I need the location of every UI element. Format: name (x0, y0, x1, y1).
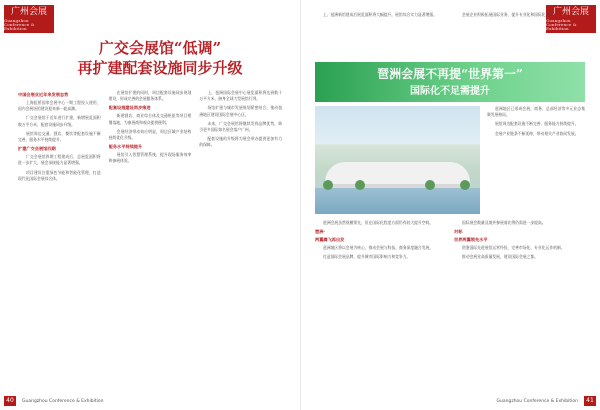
logo-title: 广州会展 (552, 6, 589, 17)
paragraph: 推动会展业高质量发展，建设国际会展之都。 (462, 254, 538, 260)
paragraph: 会展企业积极拓展国际业务，提升专业化和国际化水平。 (462, 12, 557, 17)
subheading: 中国会展业近年来发展态势 (18, 92, 69, 97)
column-1 (315, 220, 446, 385)
paragraph: 会展产业链条不断延伸，带动相关产业协同发展。 (495, 130, 579, 136)
tree-shape (323, 180, 333, 190)
exhibition-center-photo (315, 106, 480, 214)
side-text-block (487, 106, 585, 214)
paragraph: 上，琶洲国际会展中心展览面积将达到数十万平方米，跻身全球大型展馆行列。 (199, 90, 283, 102)
logo-title: 广州会展 (10, 6, 47, 17)
subheading: 两翼腾飞再出发 (315, 237, 345, 243)
building-shape (325, 162, 470, 188)
subheading: 扩建广交会展馆四期 (18, 146, 56, 152)
subheading: 配套设施建设同步推进 (108, 105, 151, 111)
page-number: 40 (4, 396, 16, 406)
paragraph: 上、琶洲新馆建成后展览面积将大幅提升，展馆综合实力显著增强。 (323, 12, 437, 17)
top-text-block (315, 12, 585, 52)
subheading: 对标 (454, 229, 463, 235)
river-shape (315, 188, 480, 214)
column-2 (109, 90, 192, 380)
tree-shape (355, 180, 365, 190)
logo-subtitle: Guangzhou Conference & Exhibition (546, 17, 577, 31)
paragraph: 项目建设注重绿色节能和智能化管理，打造现代化国际会展综合体。 (18, 169, 101, 181)
top-text-col-1 (315, 12, 446, 52)
tree-shape (460, 180, 470, 190)
banner-line-1: 琶洲会展不再提“世界第一” (377, 67, 523, 81)
page-number: 41 (584, 396, 596, 406)
top-text-col-2 (454, 12, 585, 52)
column-3 (199, 90, 282, 380)
subheading: 服务水平持续提升 (108, 144, 143, 150)
paragraph: 场馆扩建与城市发展规划紧密结合，推动琶洲地区建设国际会展中心区。 (199, 105, 283, 117)
subheading: 世界两翼领先水平 (454, 237, 488, 243)
footer-text: Guangzhou Conference & Exhibition (496, 399, 578, 404)
footer-text: Guangzhou Conference & Exhibition (22, 399, 104, 404)
paragraph: 借鉴国际先进展馆运营经验，完善市场化、专业化运作机制。 (462, 245, 565, 251)
right-page (300, 0, 600, 410)
paragraph: 广交会展馆四期工程建成后，总展览面积将进一步扩大，展会承接能力显著增强。 (18, 154, 101, 166)
logo-subtitle: Guangzhou Conference & Exhibition (4, 17, 35, 31)
banner-line-2: 国际化不足需提升 (410, 86, 490, 97)
paragraph: 打造国际会展品牌，提升城市国际影响力和竞争力。 (323, 254, 411, 260)
tree-shape (425, 180, 435, 190)
article-title (50, 38, 270, 78)
paragraph: 在展馆扩建的同时，周边配套设施同步规划建设，形成完善的会展服务体系。 (108, 90, 192, 102)
paragraph: 琶洲地区已形成会展、商务、总部经济等多元业态集聚发展格局。 (487, 106, 585, 118)
paragraph: 展馆引入智慧管理系统，提升现场服务效率和参展体验。 (108, 152, 192, 164)
paragraph: 展馆周边交通、酒店、餐饮等配套设施不断完善，服务水平持续提升。 (18, 130, 101, 143)
paragraph: 配套设施的升级将为展会举办提供更加有力的保障。 (199, 136, 283, 148)
paragraph: 广交会展馆于近年进行扩建，新增展览面积数万平方米，配套设施同步升级。 (18, 115, 101, 127)
paragraph: 未来，广交会展馆将继续发挥品牌优势，吸引更多国际知名展会落户广州。 (199, 120, 283, 133)
paragraph: 琶洲会展虽然规模领先，但在国际化程度方面仍有较大提升空间。 (323, 220, 434, 225)
title-line-1: 广交会展馆“低调” (98, 39, 222, 57)
section-banner (315, 62, 585, 102)
subheading: 琶洲· (315, 229, 325, 235)
magazine-logo (4, 5, 54, 33)
article-columns (315, 220, 585, 385)
column-2 (454, 220, 585, 385)
article-columns (18, 90, 282, 380)
title-line-2: 再扩建配套设施同步升级 (77, 59, 243, 77)
paragraph: 琶洲地区将以会展为核心，推动会展与科技、商务深度融合发展。 (323, 245, 434, 251)
column-1 (18, 90, 101, 380)
paragraph: 上海虹桥国家会展中心一期工程投入使用，国内会展场馆建设迎来新一轮高潮。 (18, 100, 101, 112)
paragraph: 展馆周边配套设施不断完善，服务能力持续提升。 (495, 121, 579, 127)
paragraph: 会展经济带动效应明显，周边区域产业结构持续优化升级。 (108, 128, 192, 141)
paragraph: 新建酒店、商业综合体及交通枢纽等项目相继落地，为参展商和观众提供便利。 (108, 113, 192, 125)
paragraph: 国际展会数量及境外参展商比例仍需进一步提高。 (462, 220, 546, 225)
